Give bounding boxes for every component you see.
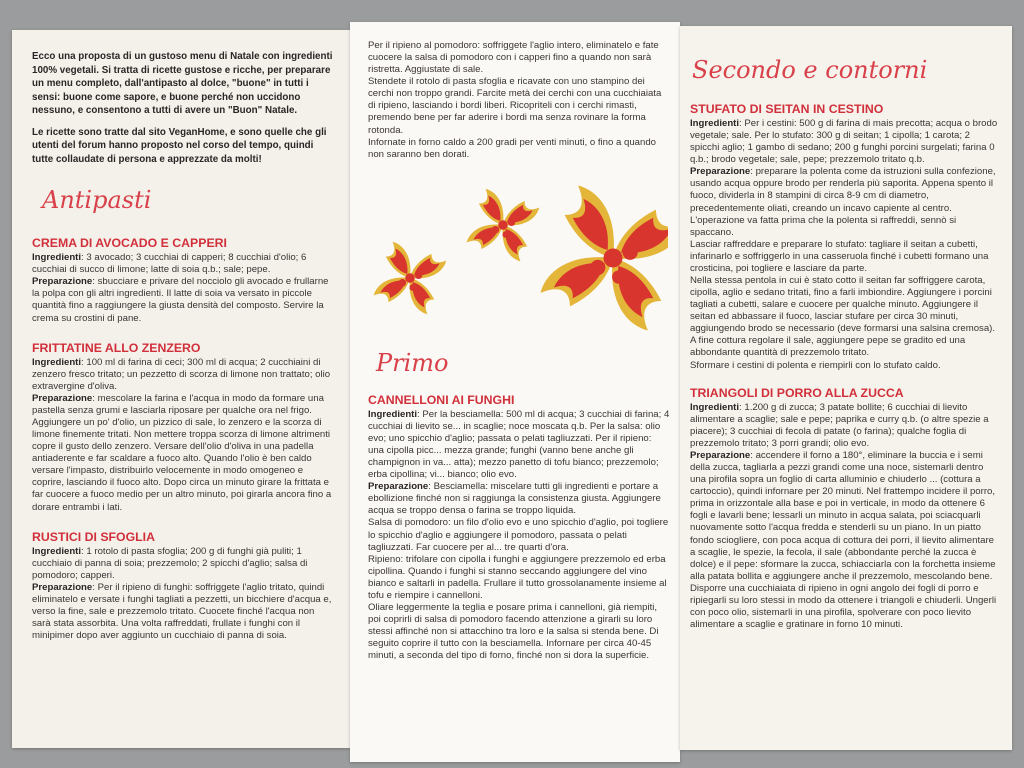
preparation-text: Nella stessa pentola in cui è stato cotto il seitan far soffriggere carota, cipolla, aglio e sedano tritati, fino a farli imbiondire. Aggiungere i porcini tagliati a cubetti, salare e cuocere per qualche minuto. Aggiungere il seitan ed abbassare il fuoco, lasciar stufare per circa 30 minuti, aggiungendo brodo se necessario (deve formarsi una salsina cremosa). A fine cottura regolare il sale, aggiungere pepe se gradito ed una abbondante quantità di prezzemolo tritato. — [690, 275, 996, 359]
ingredients-text — [690, 402, 1000, 450]
ingredients-label: Ingredienti — [32, 252, 82, 264]
recipe-title: CREMA DI AVOCADO E CAPPERI — [32, 236, 227, 251]
preparation-label: Preparazione — [690, 166, 751, 178]
preparation-label: Preparazione — [32, 392, 93, 404]
recipe-title: CANNELLONI AI FUNGHI — [368, 392, 515, 407]
preparation-label: Preparazione — [368, 481, 429, 493]
preparation-text: Oliare leggermente la teglia e posare prima i cannelloni, già riempiti, poi coprirli di salsa di pomodoro facendo attenzione a girarli su loro stessi affinché non si attacchino tra loro e la salsa si stenda bene. Di seguito coprire il tutto con la besciamella. Infornare per circa 40-45 minuti, a seconda del tipo di forno, finché non si dora la superficie. — [368, 602, 659, 662]
recipe-triangoli-porro — [690, 386, 1000, 631]
ingredients-body: : 1.200 g di zucca; 3 patate bollite; 6 cucchiai di lievito alimentare a scaglie; sale e pepe; paprika e curry q.b. (o altre spezie a piacere); 3 cucchiai di fecola di patate (o farina); qualche foglia di prezzemolo tritato; 3 porri grandi; olio evo. — [690, 401, 989, 449]
ingredients-body: : Per i cestini: 500 g di farina di mais precotta; acqua o brodo vegetale; sale. Per lo stufato: 300 g di seitan; 1 cipolla; 1 carota; 2 spicchi aglio; 1 gambo di sedano; 200 g funghi porcini surgelati; farina 0 q.b.; brodo vegetale; sale, pepe; prezzemolo tritato q.b. — [690, 118, 998, 166]
section-title-primo: Primo — [376, 348, 449, 377]
ingredients-body: : 100 ml di farina di ceci; 300 ml di acqua; 2 cucchiaini di zenzero fresco tritato; un pezzetto di scorza di limone non trattato; olio extravergine d'oliva. — [32, 356, 331, 392]
holly-medium-icon — [465, 186, 542, 263]
recipe-title: STUFATO DI SEITAN IN CESTINO — [690, 102, 884, 116]
ingredients-text — [32, 546, 334, 582]
preparation-label: Preparazione — [690, 449, 751, 461]
right-panel — [680, 26, 1012, 750]
ingredients-text — [690, 118, 1000, 166]
preparation-text: Sformare i cestini di polenta e riempirli con lo stufato caldo. — [690, 359, 941, 371]
preparation-body: : preparare la polenta come da istruzioni sulla confezione, usando acqua oppure brodo per renderla più saporita. Appena spento il fuoco, dividerla in 8 stampini di circa 8-9 cm di diametro, precedentemente oliati, creando un incavo capiente al centro. L'operazione va fatta prima che la polenta si raffreddi, sennò si spaccano. — [690, 166, 996, 238]
preparation-body: : Per il ripieno di funghi: soffriggete l'aglio tritato, quindi eliminatelo e versate i funghi tagliati a pezzetti, un bicchiere d'acqua e, verso la fine, sale e prezzemolo tritato. Cuocete finché l'acqua non sarà stata assorbita. Una volta raffreddati, frullate i funghi con il minipimer dopo aver aggiunto un cucchiaio di panna di soia. — [32, 581, 332, 642]
preparation-text: Salsa di pomodoro: un filo d'olio evo e uno spicchio d'aglio, poi togliere lo spicchio d'aglio e aggiungere il pomodoro, passata o pelati tagliuzzati. Far cuocere per al... tre quarti d'ora. — [368, 517, 669, 553]
preparation-text — [368, 481, 670, 517]
ingredients-label: Ingredienti — [368, 408, 418, 420]
ingredients-label: Ingredienti — [32, 545, 82, 557]
preparation-label: Preparazione — [32, 581, 93, 593]
preparation-text — [32, 276, 334, 324]
section-title-secondo: Secondo e contorni — [692, 56, 928, 84]
ingredients-label: Ingredienti — [690, 401, 740, 413]
rustici-continued-text: Stendete il rotolo di pasta sfoglia e ricavate con uno stampino dei cerchi non troppo grandi. Farcite metà dei cerchi con una cucchiaiata di ripieno, lasciando i bordi liberi. Ricopriteli con i cerchi rimasti, premendo bene per far aderire i bordi ma senza rovinare la forma rotonda. — [368, 76, 662, 136]
preparation-body: : accendere il forno a 180°, eliminare la buccia e i semi della zucca, tagliarla a pezzi grandi come una noce, sistemarli dentro una pirofila sopra un foglio di carta alluminio e chiuderlo ... (cottura a cartoccio), quindi infornare per 20 minuti. Nel frattempo incidere il porro, prima in orizzontale alla base e poi in verticale, in modo da ottenere 6 fogli e lavarli bene; lessarli un minuto in acqua salata, poi sciacquarli nuovamente sotto l'acqua fredda e stenderli su un piano. In un piatto fondo sciogliere, con poca acqua di cottura dei porri, il lievito alimentare a scaglie, le spezie, la fecola, il sale (abbondante perché la zucca è dolce) e il pepe: sformare la zucca, schiacciarla con la forchetta insieme alla patata bollita e aggiungere anche il prezzemolo, mescolando bene. Disporre una cucchiaiata di ripieno in ogni angolo dei fogli di porro e ripiegarli su loro stessi in modo da ottenere i triangoli e chiuderli. Ungerli con poco olio, sistemarli in una pirofila, spolverare con poco lievito alimentare a scaglie e gratinare in forno 10 minuti. — [690, 449, 997, 631]
preparation-text — [32, 393, 334, 514]
preparation-body: : mescolare la farina e l'acqua in modo da formare una pastella senza grumi e lasciarla riposare per qualche ora nel frigo. Aggiungere un po' d'olio, un pizzico di sale, lo zenzero e la scorza di limone finemente tritati. Non mettere troppa scorza di limone altrimenti copre il gusto dello zenzero. Versare dell'olio d'oliva in una padella antiaderente e far scaldare a fuoco alto. Quando l'olio è ben caldo versare l'impasto, distribuirlo velocemente in modo omogeneo e coprire, lasciando il fuoco alto. Dopo circa un minuto girare la frittata e far cuocere a fuoco medio per un altro minuto, poi girarla ancora fino a dorare entrambi i lati. — [32, 392, 332, 513]
recipe-stufato-seitan — [690, 102, 1000, 372]
holly-decoration — [368, 173, 668, 343]
preparation-text — [32, 582, 334, 642]
preparation-text: Ripieno: trifolare con cipolla i funghi e aggiungere prezzemolo ed erba cipollina. Quando i funghi si stanno seccando aggiungere del vino bianco e saltarli in padella. Frullare il tutto grossolanamente insieme al tofu e riempire i cannelloni. — [368, 553, 667, 601]
rustici-continued-text: Per il ripieno al pomodoro: soffriggete l'aglio intero, eliminatelo e fate cuocere la salsa di pomodoro con i capperi fino a quando non sarà ristretta. Aggiustate di sale. — [368, 40, 659, 76]
ingredients-text — [32, 357, 334, 393]
holly-large-icon — [536, 181, 668, 334]
recipe-rustici-sfoglia — [32, 530, 334, 643]
ingredients-body: : 1 rotolo di pasta sfoglia; 200 g di funghi già puliti; 1 cucchiaio di panna di soia; prezzemolo; 2 spicchi d'aglio; salsa di pomodoro; capperi. — [32, 545, 308, 581]
left-panel — [12, 30, 350, 748]
rustici-continued-text: Infornate in forno caldo a 200 gradi per venti minuti, o fino a quando non saranno ben dorati. — [368, 136, 657, 160]
ingredients-label: Ingredienti — [32, 356, 82, 368]
preparation-text — [690, 450, 1000, 631]
ingredients-body: : Per la besciamella: 500 ml di acqua; 3 cucchiai di farina; 4 cucchiai di lievito se... in scaglie; noce moscata q.b. Per la salsa: olio evo; uno spicchio d'aglio; passata o pelati tagliuzzati. Per il ripieno: una cipolla picc... mezza grande; funghi (vanno bene anche gli champignon in va... atta); mezzo panetto di tofu bianco; prezzemolo; erba cipollina; vi... bianco; olio evo. — [368, 408, 670, 481]
recipe-title: RUSTICI DI SFOGLIA — [32, 529, 155, 544]
preparation-label: Preparazione — [32, 276, 93, 288]
preparation-text — [690, 166, 1000, 238]
preparation-text: Lasciar raffreddare e preparare lo stufato: tagliare il seitan a cubetti, infarinarlo e soffriggerlo in una casseruola finché i cubetti formano una crosticina, poi togliere e lasciare da parte. — [690, 238, 989, 274]
recipe-cannelloni-funghi — [368, 393, 670, 663]
preparation-body: : Besciamella: miscelare tutti gli ingredienti e portare a ebollizione finché non si raggiunga la consistenza giusta. Aggiungere acqua se troppo densa o farina se troppo liquida. — [368, 481, 661, 517]
recipe-title: FRITTATINE ALLO ZENZERO — [32, 340, 201, 355]
ingredients-label: Ingredienti — [690, 118, 740, 129]
middle-panel — [350, 22, 680, 762]
intro-text: Ecco una proposta di un gustoso menu di Natale con ingredienti 100% vegetali. Si tratta di ricette gustose e ricche, per preparare un menu completo, dall'antipasto al dolce, "buone" in tutti i sensi: buone come sapore, e buone perché non uccidono nessuno, e consentono a tutti di avere un "Buon" Natale. — [32, 51, 333, 117]
preparation-body: : sbucciare e privare del nocciolo gli avocado e frullarne la polpa con gli altri ingredienti. Il latte di soia va versato in piccole quantità fino a raggiungere la giusta densità del composto. Servire la crema su crostini di pane. — [32, 276, 329, 324]
ingredients-text — [32, 252, 334, 276]
recipe-title: TRIANGOLI DI PORRO ALLA ZUCCA — [690, 385, 904, 400]
section-title-antipasti: Antipasti — [42, 186, 152, 215]
holly-small-icon — [372, 239, 449, 316]
recipe-crema-avocado — [32, 236, 334, 324]
ingredients-text — [368, 409, 670, 481]
intro-source-text: Le ricette sono tratte dal sito VeganHome, e sono quelle che gli utenti del forum hanno proposto nel corso del tempo, quindi tutte collaudate di persona e apprezzate da molti! — [32, 126, 327, 165]
recipe-frittatine-zenzero — [32, 341, 334, 514]
ingredients-body: : 3 avocado; 3 cucchiai di capperi; 8 cucchiai d'olio; 6 cucchiai di succo di limone; latte di soia q.b.; sale; pepe. — [32, 252, 307, 276]
